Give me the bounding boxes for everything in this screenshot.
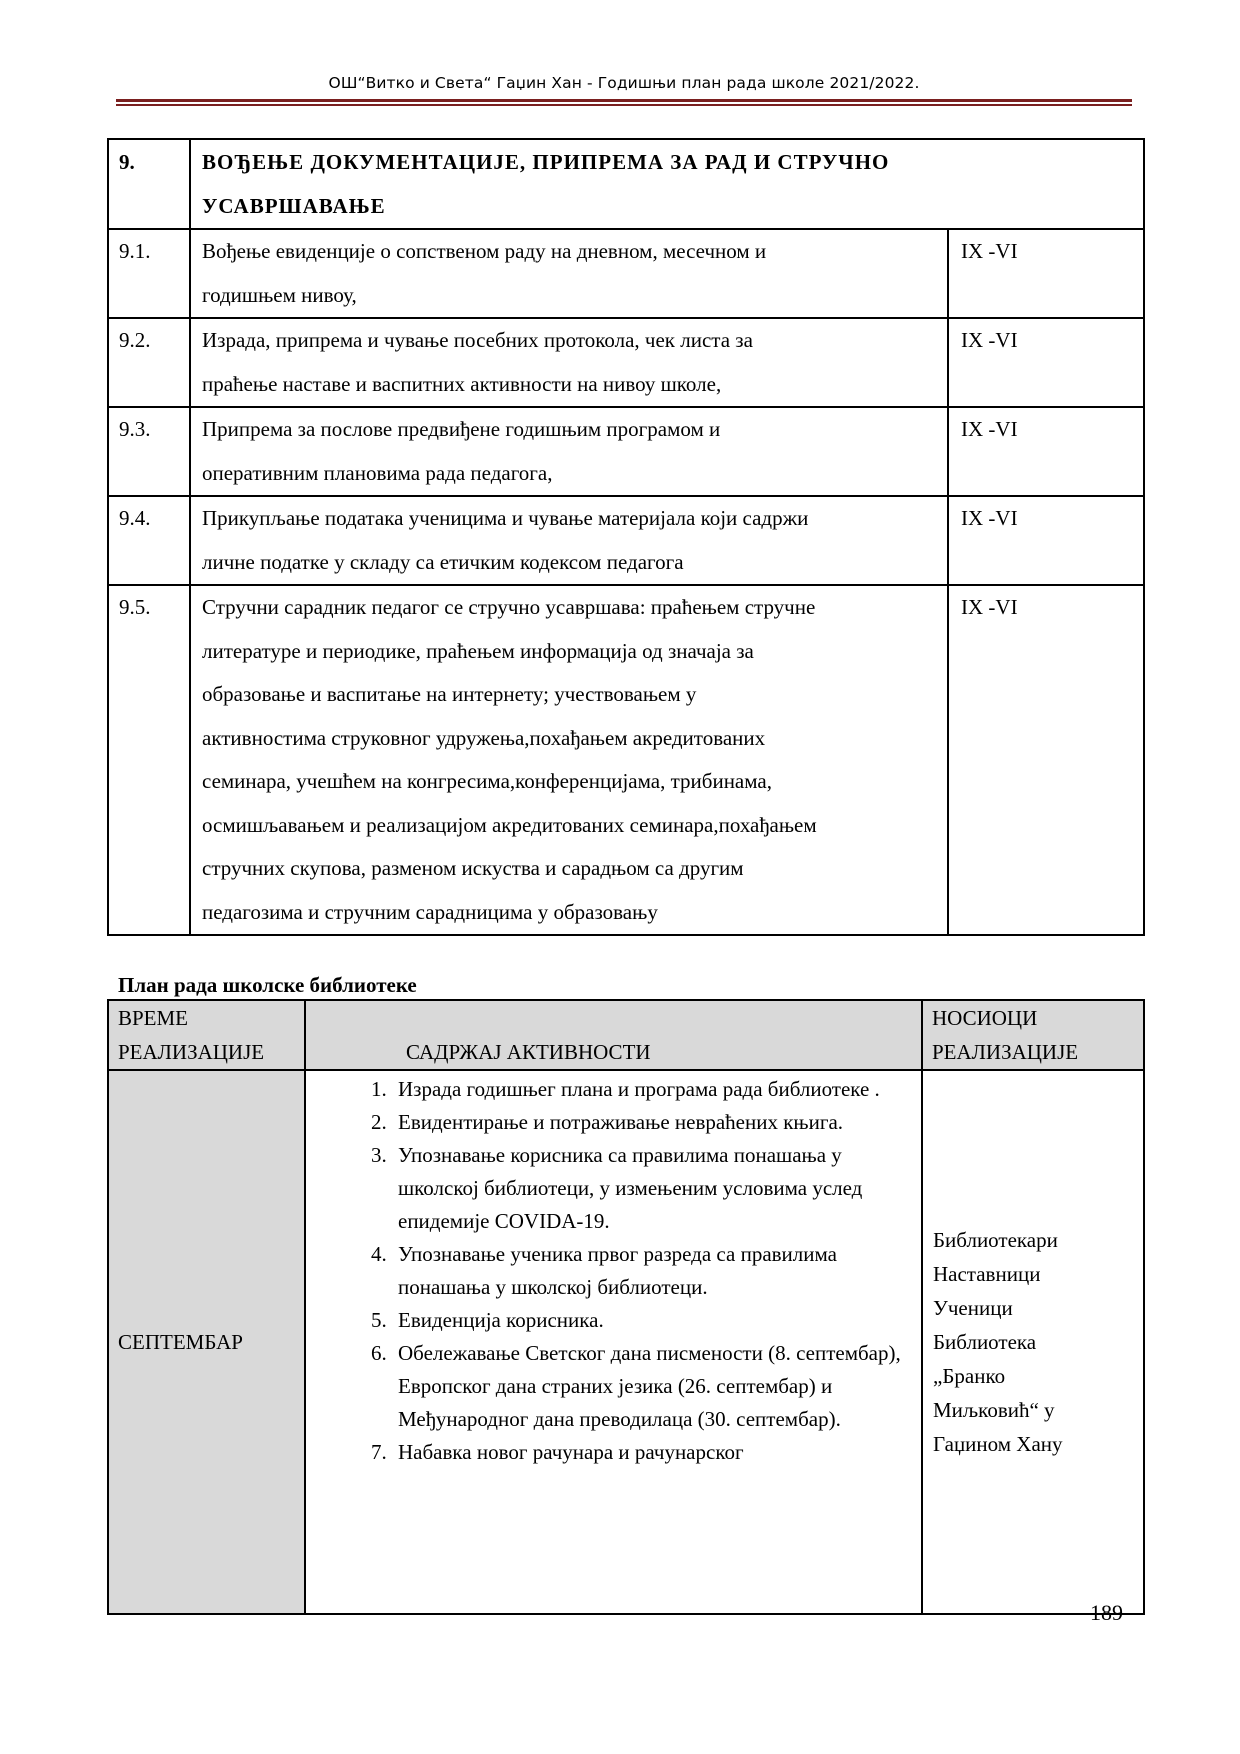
library-header-row [108, 1000, 1144, 1070]
row-number: 9.5. [108, 585, 190, 935]
list-item: 1. Израда годишњег плана и програма рада библиотеке . [392, 1073, 909, 1106]
library-row-september [108, 1070, 1144, 1614]
header-time: ВРЕМЕ РЕАЛИЗАЦИЈЕ [108, 1000, 305, 1070]
list-item: 2. Евидентирање и потраживање невраћених књига. [392, 1106, 909, 1139]
row-period: IX -VI [948, 229, 1144, 318]
row-text: Прикупљање података ученицима и чување материјала који садржи личне податке у складу са етичким кодексом педагога [190, 496, 948, 585]
activities-list [306, 1073, 921, 1469]
section-9-table [107, 138, 1145, 936]
row-number: 9.3. [108, 407, 190, 496]
list-item: 3. Упознавање корисника са правилима понашања у школској библиотеци, у измењеним условима услед епидемије COVIDA-19. [392, 1139, 909, 1238]
list-item: 5. Евиденција корисника. [392, 1304, 909, 1337]
row-period: IX -VI [948, 585, 1144, 935]
page-number: 189 [1090, 1600, 1123, 1625]
library-plan-title: План рада школске библиотеке [118, 973, 417, 997]
header-content: САДРЖАЈ АКТИВНОСТИ [305, 1000, 922, 1070]
table-row [108, 496, 1144, 585]
row-text: Припрема за послове предвиђене годишњим програмом и оперативним плановима рада педагога, [190, 407, 948, 496]
page-header: ОШ“Витко и Света“ Гаџин Хан - Годишњи план рада школе 2021/2022. [328, 74, 920, 92]
month-cell: СЕПТЕМБАР [108, 1070, 305, 1614]
activities-cell [305, 1070, 922, 1614]
row-period: IX -VI [948, 407, 1144, 496]
row-number: 9.2. [108, 318, 190, 407]
library-plan-table [107, 999, 1145, 1615]
row-number: 9.4. [108, 496, 190, 585]
table-row [108, 407, 1144, 496]
row-text: Вођење евиденције о сопственом раду на дневном, месечном и годишњем нивоу, [190, 229, 948, 318]
carriers-cell: Библиотекари Наставници Ученици Библиотека „Бранко Миљковић“ у Гаџином Хану [922, 1070, 1144, 1614]
table-row [108, 318, 1144, 407]
table-row [108, 585, 1144, 935]
row-period: IX -VI [948, 496, 1144, 585]
row-text: Стручни сарадник педагог се стручно усавршава: праћењем стручне литературе и периодике, праћењем информација од значаја за образовање и васпитање на интернету; учествовањем у активностима струковног удружења,похађањем акредитованих семинара, учешћем на конгресима,конференцијама, трибинама, осмишљавањем и реализацијом акредитованих семинара,похађањем стручних скупова, разменом искуства и сарадњом са другим педагозима и стручним сарадницима у образовању [190, 585, 948, 935]
table-row [108, 229, 1144, 318]
header-rule-thick [116, 99, 1132, 102]
list-item: 4. Упознавање ученика првог разреда са правилима понашања у школској библиотеци. [392, 1238, 909, 1304]
section-number: 9. [108, 139, 190, 229]
row-period: IX -VI [948, 318, 1144, 407]
list-item: 7. Набавка новог рачунара и рачунарског [392, 1436, 909, 1469]
section-title: ВОЂЕЊЕ ДОКУМЕНТАЦИЈЕ, ПРИПРЕМА ЗА РАД И СТРУЧНО УСАВРШАВАЊЕ [190, 139, 1144, 229]
list-item: 6. Обележавање Светског дана писмености (8. септембар), Европског дана страних језика (26. септембар) и Међународног дана преводилаца (30. септембар). [392, 1337, 909, 1436]
row-text: Израда, припрема и чување посебних протокола, чек листа за праћење наставе и васпитних активности на нивоу школе, [190, 318, 948, 407]
header-rule-thin [116, 104, 1132, 106]
row-number: 9.1. [108, 229, 190, 318]
section-9-header-row [108, 139, 1144, 229]
header-carriers: НОСИОЦИ РЕАЛИЗАЦИЈЕ [922, 1000, 1144, 1070]
